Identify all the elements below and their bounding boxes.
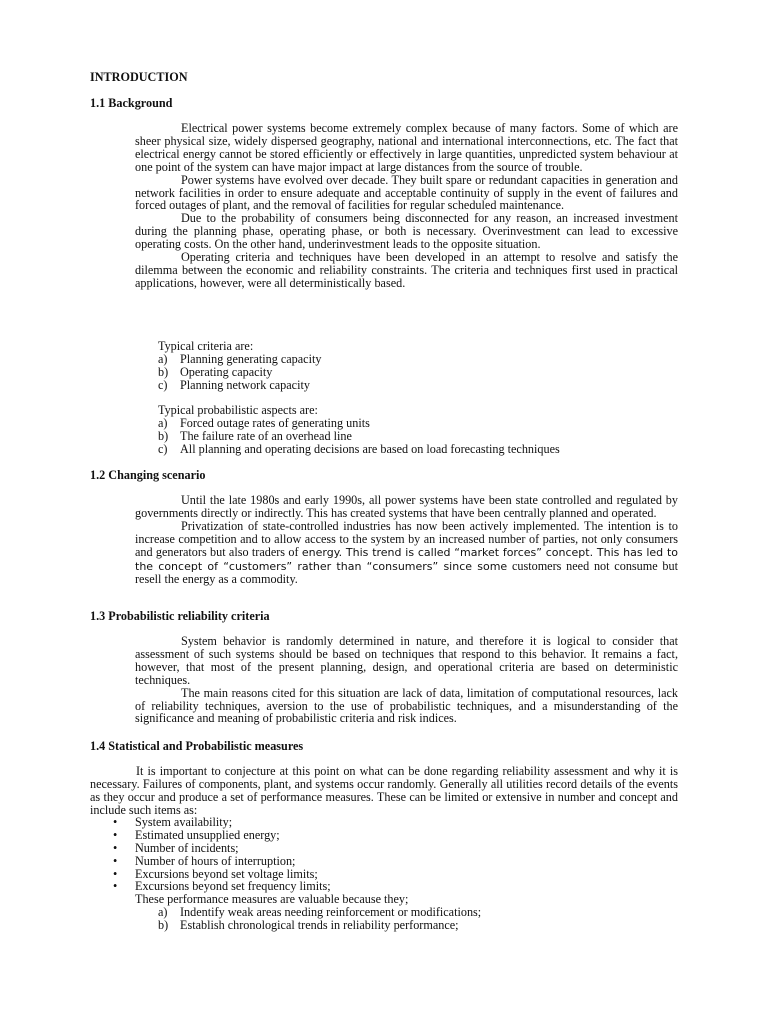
paragraph: It is important to conjecture at this point on what can be done regarding reliability assessment and why it is necessary. Failures of components, plant, and systems occur randomly. Generally all utilities record details of the events as they occur and produce a set of performance measures. These can be limited or extensive in number and concept and include such items as: — [90, 764, 678, 817]
heading-1-1: 1.1 Background — [90, 96, 173, 110]
list-item: c) All planning and operating decisions are based on load forecasting techniques — [158, 441, 560, 456]
list-item: b) Operating capacity — [158, 364, 273, 379]
list-item: • Estimated unsupplied energy; — [113, 827, 280, 842]
list-item: b) The failure rate of an overhead line — [158, 428, 352, 443]
paragraph: Privatization of state-controlled industries has now been actively implemented. The intention is to increase competition and to allow access to the system by an increased number of parties, not only consumers and generators but also traders of energy. This trend is called “market forces” concept. This has led to the concept of “customers” rather than “consumers” since some customers need not consume but resell the energy as a commodity. — [135, 518, 678, 587]
section-1-2-body — [135, 494, 678, 586]
section-1-3-body — [135, 635, 678, 725]
list-intro: Typical probabilistic aspects are: — [158, 403, 318, 417]
document-title: INTRODUCTION — [90, 70, 188, 84]
heading-1-3: 1.3 Probabilistic reliability criteria — [90, 609, 270, 623]
list-item: b) Establish chronological trends in reliability performance; — [158, 917, 459, 932]
paragraph: Operating criteria and techniques have been developed in an attempt to resolve and satisfy the dilemma between the economic and reliability constraints. The criteria and techniques first used in practical applications, however, were all deterministically based. — [135, 250, 678, 290]
list-item: • Excursions beyond set frequency limits; — [113, 879, 331, 894]
criteria-list — [158, 340, 321, 392]
valuable-list — [135, 893, 481, 932]
paragraph: System behavior is randomly determined in nature, and therefore it is logical to consider that assessment of such systems should be based on techniques that respond to this behavior. It remains a fact, however, that most of the present planning, design, and operational criteria are based on deterministic techniques. — [135, 634, 678, 687]
probabilistic-list — [158, 404, 560, 456]
list-item: a) Forced outage rates of generating units — [158, 415, 370, 430]
list-intro: Typical criteria are: — [158, 339, 254, 353]
measures-bullet-list — [113, 816, 331, 893]
list-item: a) Planning generating capacity — [158, 351, 322, 366]
list-item: • System availability; — [113, 815, 233, 829]
heading-1-2: 1.2 Changing scenario — [90, 468, 206, 482]
paragraph: The main reasons cited for this situation are lack of data, limitation of computational resources, lack of reliability techniques, aversion to the use of probabilistic techniques, and a misunderstanding of the significance and meaning of probabilistic criteria and risk indices. — [135, 685, 678, 726]
list-item: • Number of incidents; — [113, 840, 239, 855]
list-item: • Excursions beyond set voltage limits; — [113, 866, 318, 881]
section-1-4-body — [90, 765, 678, 817]
list-item: a) Indentify weak areas needing reinforcement or modifications; — [158, 904, 482, 919]
heading-1-4: 1.4 Statistical and Probabilistic measures — [90, 739, 304, 753]
paragraph: Electrical power systems become extremely complex because of many factors. Some of which are sheer physical size, widely dispersed geography, national and international interconnections, etc. The fact that electrical energy cannot be stored efficiently or effectively in large quantities, unpredicted system behaviour at one point of the system can have major impact at large distances from the source of trouble. — [135, 121, 678, 174]
section-1-1-body — [135, 122, 678, 290]
paragraph: Power systems have evolved over decade. They built spare or redundant capacities in generation and network facilities in order to ensure adequate and acceptable continuity of supply in the event of failures and forced outages of plant, and the removal of facilities for regular scheduled maintenance. — [135, 172, 678, 213]
list-item: • Number of hours of interruption; — [113, 853, 296, 868]
list-intro: These performance measures are valuable because they; — [135, 892, 409, 906]
paragraph: Due to the probability of consumers being disconnected for any reason, an increased investment during the planning phase, operating phase, or both is necessary. Overinvestment can lead to excessive operating costs. On the other hand, underinvestment leads to the opposite situation. — [135, 211, 678, 252]
list-item: c) Planning network capacity — [158, 377, 310, 392]
paragraph: Until the late 1980s and early 1990s, all power systems have been state controlled and regulated by governments directly or indirectly. This has created systems that have been centrally planned and operated. — [135, 493, 678, 520]
